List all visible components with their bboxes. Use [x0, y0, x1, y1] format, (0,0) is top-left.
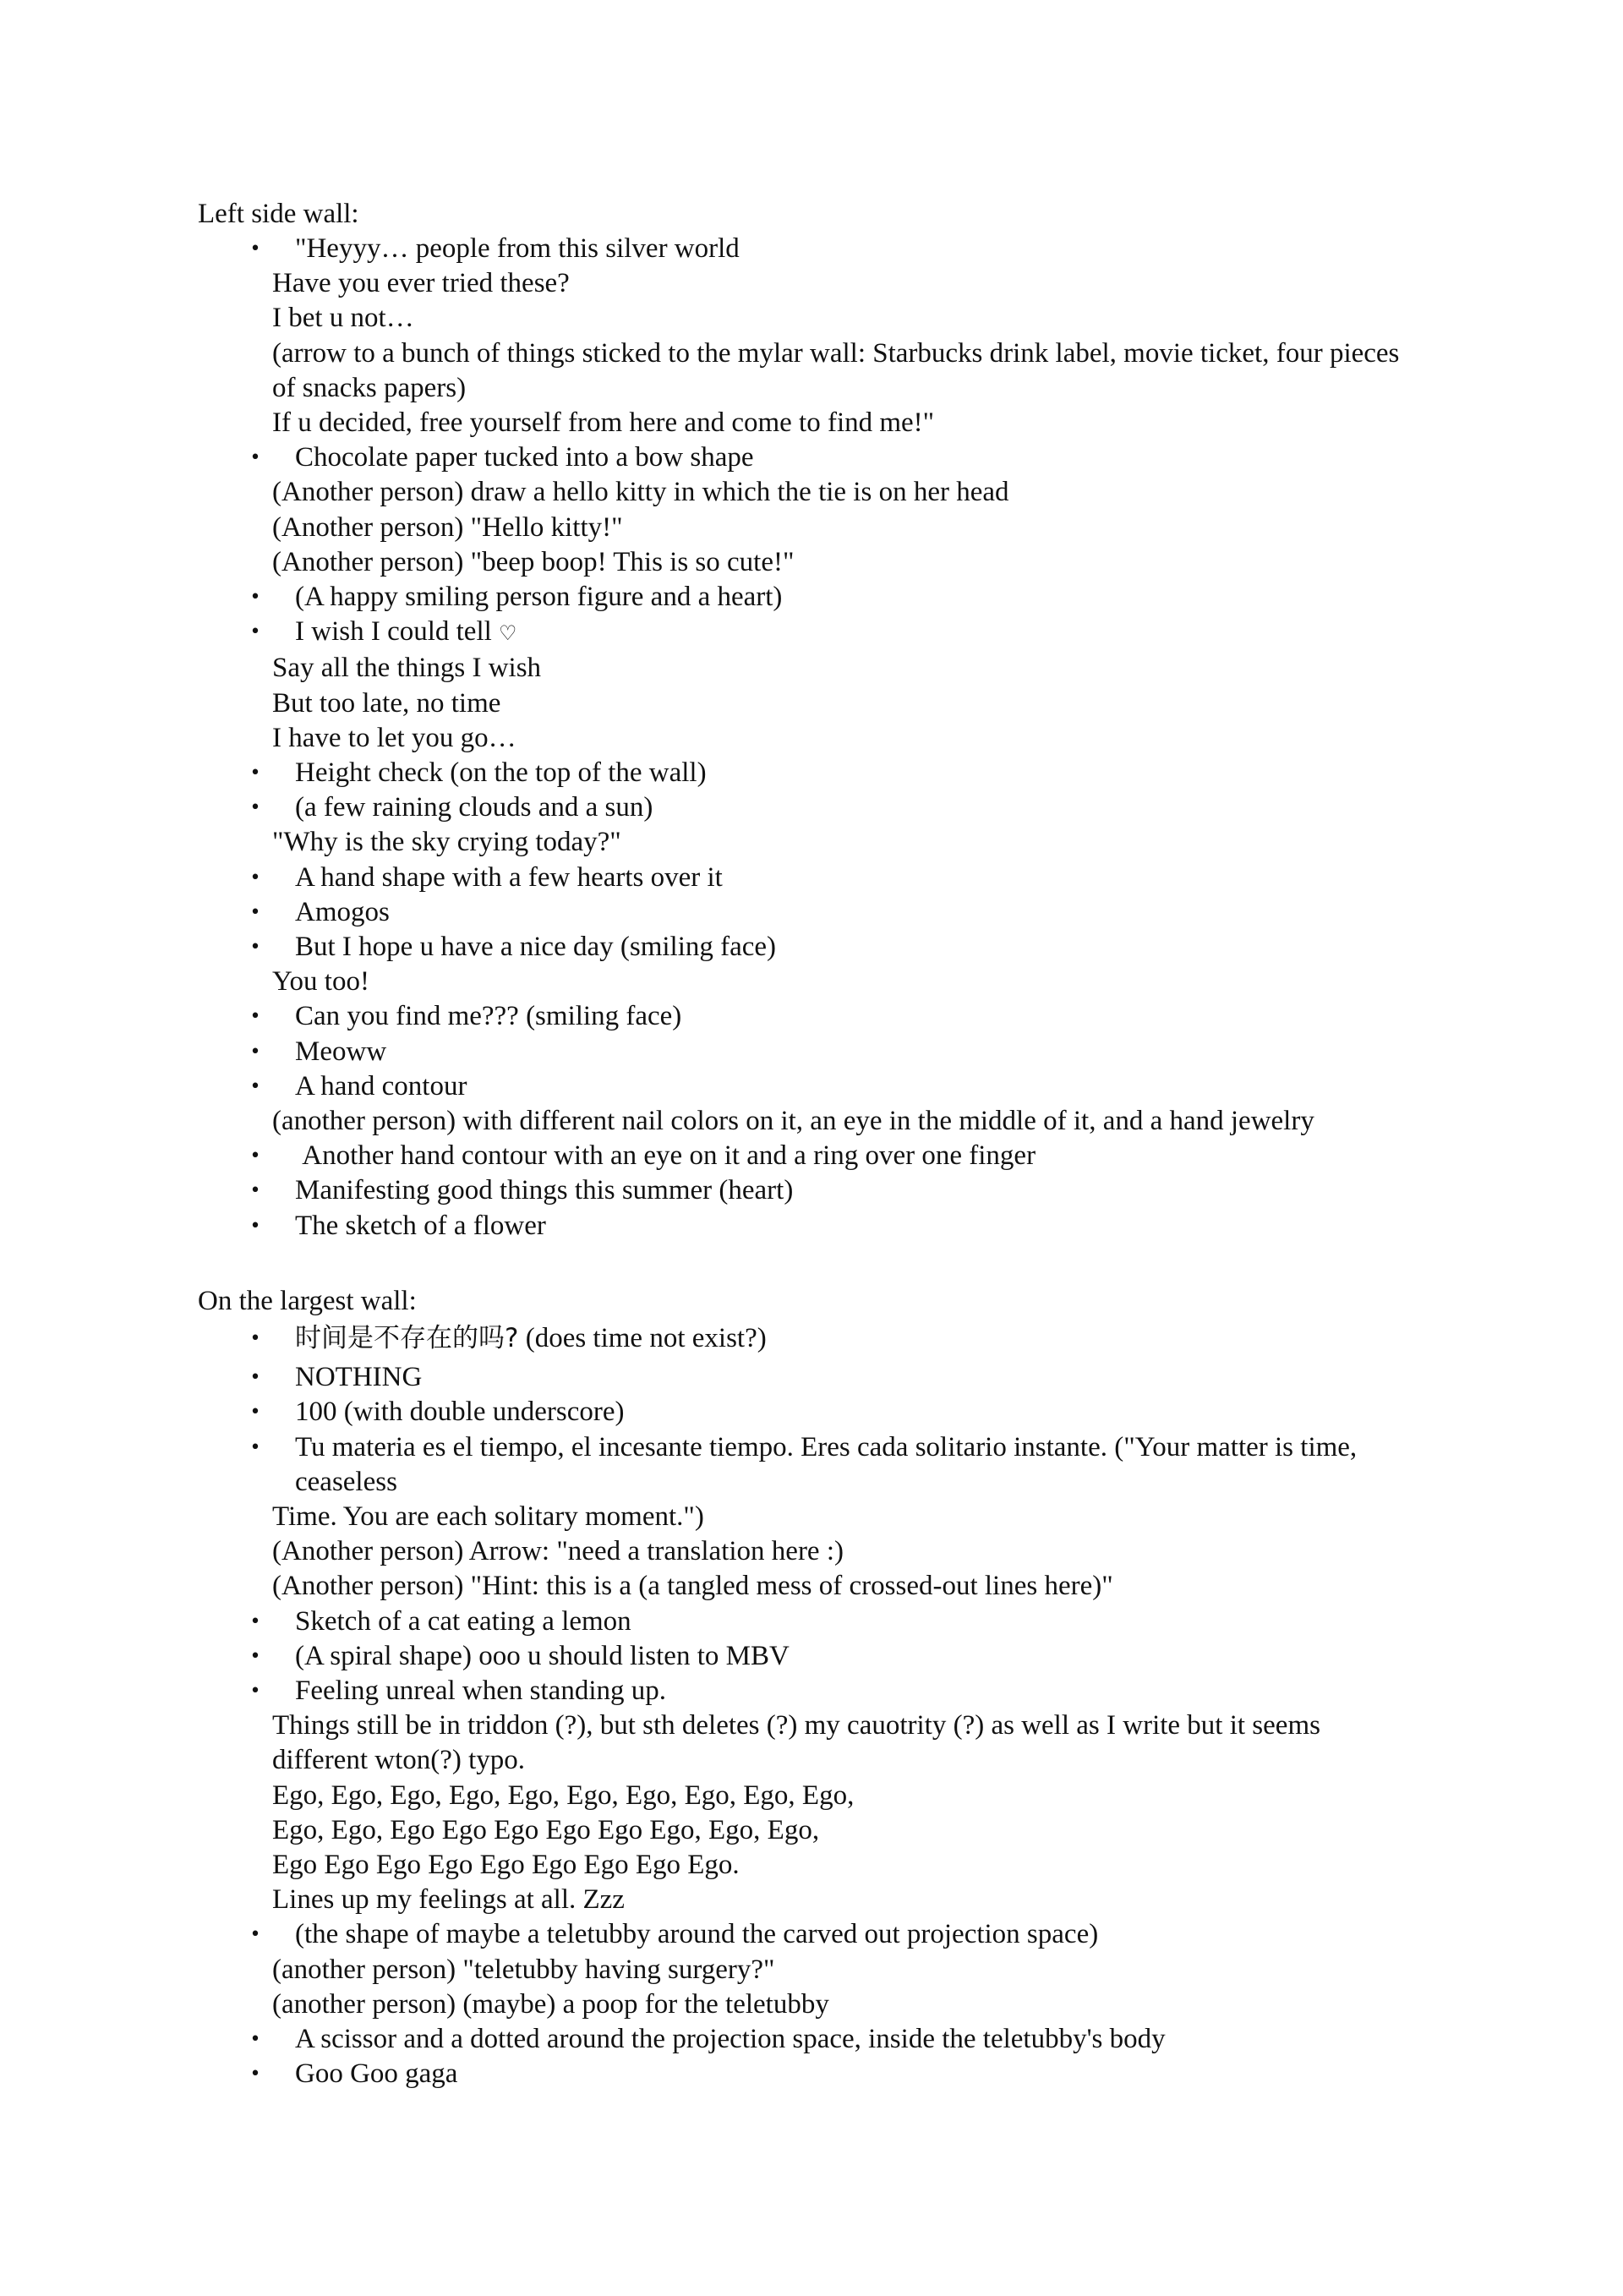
bullet-list	[0, 1321, 1623, 2091]
list-item	[0, 1360, 1623, 1395]
list-item	[0, 999, 1623, 1034]
list-item	[0, 2022, 1623, 2057]
list-item-subline: "Why is the sky crying today?"	[272, 827, 621, 858]
list-item-subline: I have to let you go…	[272, 722, 516, 753]
list-item	[0, 1209, 1623, 1244]
bullet-icon: •	[249, 2029, 261, 2051]
list-item-text: (a few raining clouds and a sun)	[295, 792, 653, 823]
list-item	[0, 1321, 1623, 1360]
list-item-subline: (arrow to a bunch of things sticked to the mylar wall: Starbucks drink label, movie ticket, four pieces of snacks papers)	[272, 337, 1407, 403]
list-item-subline: (another person) "teletubby having surgery?"	[272, 1954, 775, 1985]
list-item-text: (the shape of maybe a teletubby around the carved out projection space)	[295, 1919, 1099, 1950]
list-item-subline: Say all the things I wish	[272, 653, 542, 684]
list-item-subline: (Another person) "Hello kitty!"	[272, 511, 623, 543]
list-item	[0, 1173, 1623, 1208]
list-item-subline: Time. You are each solitary moment.")	[272, 1501, 704, 1533]
list-item-subline: (another person) (maybe) a poop for the teletubby	[272, 1988, 829, 2020]
bullet-icon: •	[249, 1402, 261, 1424]
section-heading: On the largest wall:	[198, 1286, 417, 1316]
bullet-icon: •	[249, 1645, 261, 1667]
heart-icon: ♡	[499, 621, 517, 646]
list-item	[0, 1917, 1623, 2022]
bullet-icon: •	[249, 1145, 261, 1167]
list-item-subline: Ego, Ego, Ego Ego Ego Ego Ego Ego, Ego, Ego,	[272, 1814, 820, 1845]
list-item-subline: Have you ever tried these?	[272, 268, 570, 299]
bullet-icon: •	[249, 1006, 261, 1028]
bullet-icon: •	[249, 1610, 261, 1632]
list-item	[0, 1639, 1623, 1674]
list-item-subline: If u decided, free yourself from here and come to find me!"	[272, 407, 935, 439]
list-item-text: A hand contour	[295, 1070, 467, 1102]
list-item-text-main: (does time not exist?)	[518, 1323, 767, 1353]
list-item-text-main: I wish I could tell	[295, 616, 492, 648]
list-item-subline: (another person) with different nail colors on it, an eye in the middle of it, and a hand jewelry	[272, 1106, 1314, 1137]
list-item-text: 100 (with double underscore)	[295, 1397, 625, 1428]
list-item-text: Height check (on the top of the wall)	[295, 757, 707, 789]
list-item	[0, 1674, 1623, 1917]
bullet-icon: •	[249, 621, 261, 643]
list-item-subline: Things still be in triddon (?), but sth deletes (?) my cauotrity (?) as well as I write but it seems different wton(?) typo.	[272, 1710, 1328, 1776]
list-item	[0, 930, 1623, 999]
bullet-icon: •	[249, 937, 261, 959]
list-item-subline: (Another person) "Hint: this is a (a tangled mess of crossed-out lines here)"	[272, 1571, 1113, 1602]
list-item-subline: But too late, no time	[272, 687, 501, 719]
bullet-icon: •	[249, 797, 261, 819]
bullet-icon: •	[249, 901, 261, 923]
bullet-list	[0, 232, 1623, 1244]
chinese-text: 时间是不存在的吗?	[295, 1323, 519, 1353]
list-item	[0, 895, 1623, 930]
list-item-text	[272, 615, 1440, 651]
section-heading: Left side wall:	[198, 199, 359, 229]
bullet-icon: •	[249, 1075, 261, 1097]
bullet-icon: •	[249, 1041, 261, 1063]
bullet-icon: •	[249, 1436, 261, 1458]
list-item	[0, 1395, 1623, 1430]
list-item	[0, 1035, 1623, 1069]
list-item	[0, 1604, 1623, 1639]
bullet-icon: •	[249, 238, 261, 260]
list-item-text: Meoww	[295, 1036, 387, 1067]
list-item-text: Chocolate paper tucked into a bow shape	[295, 442, 754, 473]
bullet-icon: •	[249, 1328, 261, 1349]
bullet-icon: •	[249, 1924, 261, 1946]
list-item-text: But I hope u have a nice day (smiling face)	[295, 932, 777, 963]
bullet-icon: •	[249, 2064, 261, 2086]
list-item-subline: Ego, Ego, Ego, Ego, Ego, Ego, Ego, Ego, Ego, Ego,	[272, 1779, 855, 1811]
list-item-text: Goo Goo gaga	[295, 2058, 458, 2090]
list-item-subline: (Another person) "beep boop! This is so cute!"	[272, 546, 795, 577]
list-item-subline: You too!	[272, 966, 369, 998]
list-item-text: (A happy smiling person figure and a heart)	[295, 582, 783, 613]
list-item-text: Feeling unreal when standing up.	[295, 1676, 666, 1707]
list-item	[0, 232, 1623, 440]
list-item-text: "Heyyy… people from this silver world	[295, 233, 740, 264]
list-item	[0, 580, 1623, 615]
bullet-icon: •	[249, 1215, 261, 1237]
list-item	[0, 861, 1623, 895]
bullet-icon: •	[249, 587, 261, 609]
list-item-text: Another hand contour with an eye on it and a ring over one finger	[295, 1140, 1036, 1172]
list-item-text	[272, 1321, 1440, 1356]
list-item	[0, 1069, 1623, 1139]
list-item-text: Tu materia es el tiempo, el incesante tiempo. Eres cada solitario instante. ("Your matter is time, ceaseless	[295, 1431, 1364, 1497]
list-item-text: A hand shape with a few hearts over it	[295, 861, 723, 893]
bullet-icon: •	[249, 1367, 261, 1389]
list-item	[0, 1430, 1623, 1604]
bullet-icon: •	[249, 447, 261, 469]
bullet-icon: •	[249, 1681, 261, 1703]
list-item	[0, 756, 1623, 790]
list-item	[0, 1139, 1623, 1173]
bullet-icon: •	[249, 866, 261, 888]
list-item	[0, 440, 1623, 580]
list-item-subline: Ego Ego Ego Ego Ego Ego Ego Ego Ego.	[272, 1850, 740, 1881]
list-item-text: NOTHING	[295, 1362, 423, 1393]
bullet-icon: •	[249, 763, 261, 784]
list-item	[0, 2057, 1623, 2091]
list-item-text: Sketch of a cat eating a lemon	[295, 1605, 631, 1637]
list-item-subline: Lines up my feelings at all. Zzz	[272, 1884, 625, 1916]
list-item-text: Can you find me??? (smiling face)	[295, 1001, 682, 1032]
list-item	[0, 615, 1623, 756]
list-item-text: A scissor and a dotted around the projection space, inside the teletubby's body	[295, 2024, 1166, 2055]
list-item-text: Amogos	[295, 896, 390, 927]
list-item-text: The sketch of a flower	[295, 1210, 546, 1241]
list-item-subline: (Another person) draw a hello kitty in which the tie is on her head	[272, 477, 1009, 508]
list-item	[0, 790, 1623, 860]
list-item-text: (A spiral shape) ooo u should listen to MBV	[295, 1640, 790, 1671]
list-item-subline: (Another person) Arrow: "need a translation here :)	[272, 1536, 844, 1567]
bullet-icon: •	[249, 1180, 261, 1202]
list-item-text: Manifesting good things this summer (heart)	[295, 1175, 794, 1206]
list-item-subline: I bet u not…	[272, 303, 414, 334]
